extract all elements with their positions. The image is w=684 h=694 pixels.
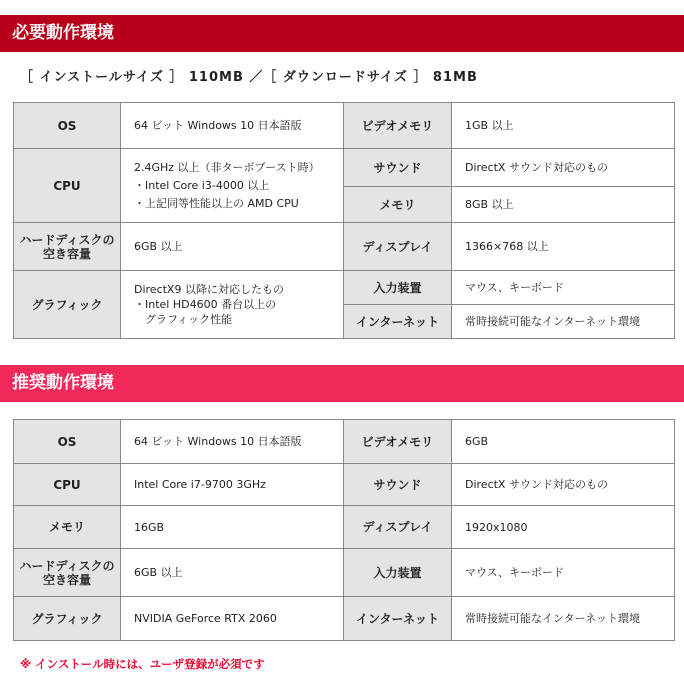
hdd-label-line-2: 空き容量 [42,246,91,261]
graphics-value [121,271,344,339]
internet-label: インターネット [344,597,452,641]
hdd-label-line-1: ハードディスクの [19,232,115,247]
cpu-line-3: ・上記同等性能以上の AMD CPU [134,197,299,210]
input-device-value: マウス、キーボード [452,549,675,597]
table-row [14,149,675,187]
table-row [14,549,675,597]
graphics-line-3: グラフィック性能 [134,313,233,326]
hdd-value: 6GB 以上 [121,223,344,271]
memory-label: メモリ [14,506,121,549]
min-requirements-heading: 必要動作環境 [0,15,684,52]
hdd-label-line-1: ハードディスクの [19,558,115,573]
internet-value: 常時接続可能なインターネット環境 [452,305,675,339]
graphics-label: グラフィック [14,271,121,339]
hdd-value: 6GB 以上 [121,549,344,597]
table-row [14,597,675,641]
table-row [14,223,675,271]
internet-label: インターネット [344,305,452,339]
display-label: ディスプレイ [344,223,452,271]
os-label: OS [14,103,121,149]
graphics-value: NVIDIA GeForce RTX 2060 [121,597,344,641]
cpu-value: Intel Core i7-9700 3GHz [121,464,344,506]
min-requirements-table [13,102,675,339]
os-value: 64 ビット Windows 10 日本語版 [121,420,344,464]
rec-requirements-heading: 推奨動作環境 [0,365,684,402]
display-value: 1366×768 以上 [452,223,675,271]
memory-value: 16GB [121,506,344,549]
table-row [14,464,675,506]
table-row [14,103,675,149]
hdd-label [14,549,121,597]
registration-note: ※ インストール時には、ユーザ登録が必須です [20,657,265,671]
display-label: ディスプレイ [344,506,452,549]
display-value: 1920x1080 [452,506,675,549]
rec-requirements-table [13,419,675,641]
sound-value: DirectX サウンド対応のもの [452,464,675,506]
cpu-label: CPU [14,464,121,506]
hdd-label-line-2: 空き容量 [42,572,91,587]
table-row [14,271,675,305]
input-device-label: 入力装置 [344,271,452,305]
internet-value: 常時接続可能なインターネット環境 [452,597,675,641]
cpu-line-1: 2.4GHz 以上（非ターボブースト時） [134,161,320,174]
input-device-value: マウス、キーボード [452,271,675,305]
memory-label: メモリ [344,187,452,223]
cpu-label: CPU [14,149,121,223]
cpu-line-2: ・Intel Core i3-4000 以上 [134,179,270,192]
video-memory-label: ビデオメモリ [344,103,452,149]
sound-value: DirectX サウンド対応のもの [452,149,675,187]
video-memory-label: ビデオメモリ [344,420,452,464]
install-size-text: ［ インストールサイズ ］ 110MB ／［ ダウンロードサイズ ］ 81MB [20,70,478,85]
os-value: 64 ビット Windows 10 日本語版 [121,103,344,149]
graphics-line-1: DirectX9 以降に対応したもの [134,283,284,296]
memory-value: 8GB 以上 [452,187,675,223]
graphics-label: グラフィック [14,597,121,641]
graphics-line-2: ・Intel HD4600 番台以上の [134,298,277,311]
table-row [14,420,675,464]
sound-label: サウンド [344,464,452,506]
video-memory-value: 6GB [452,420,675,464]
os-label: OS [14,420,121,464]
input-device-label: 入力装置 [344,549,452,597]
table-row [14,506,675,549]
cpu-value [121,149,344,223]
video-memory-value: 1GB 以上 [452,103,675,149]
sound-label: サウンド [344,149,452,187]
hdd-label [14,223,121,271]
